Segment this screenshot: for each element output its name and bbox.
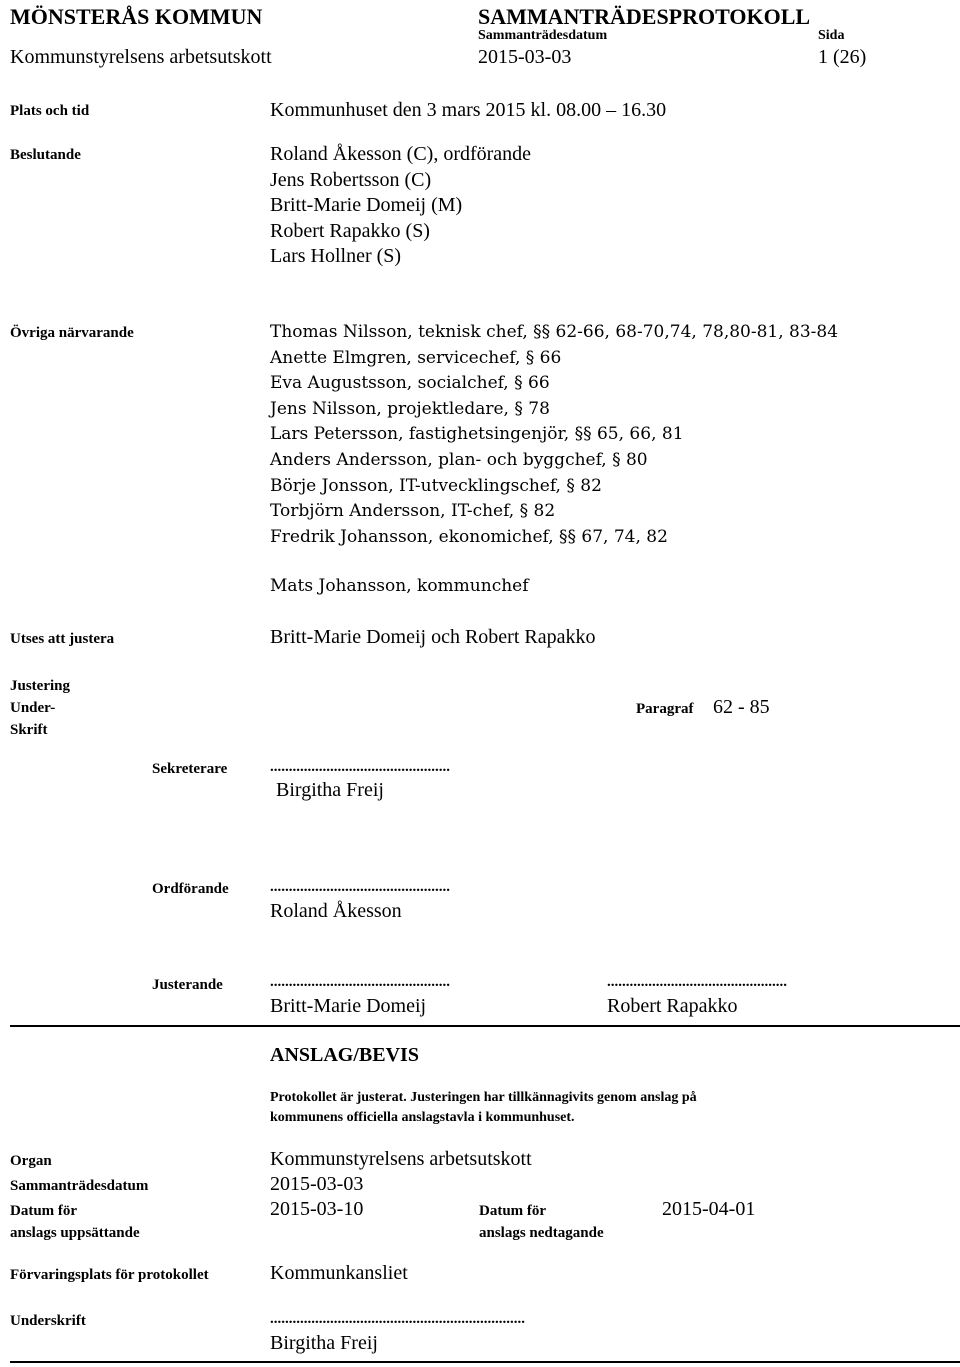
notice-meeting-date-label: Sammanträdesdatum	[10, 1178, 149, 1194]
deciding-member: Roland Åkesson (C), ordförande	[270, 143, 532, 165]
notice-title: ANSLAG/BEVIS	[270, 1044, 419, 1066]
chair-label: Ordförande	[152, 881, 229, 897]
deciding-label: Beslutande	[10, 147, 81, 163]
signature-name: Birgitha Freij	[270, 1332, 378, 1354]
page-number: 1 (26)	[818, 46, 867, 68]
signature-section-label: Skrift	[10, 722, 48, 738]
deciding-member: Britt-Marie Domeij (M)	[270, 194, 463, 217]
deciding-member: Jens Robertsson (C)	[270, 168, 432, 191]
adjusters-value: Britt-Marie Domeij och Robert Rapakko	[270, 626, 596, 648]
signature-label: Underskrift	[10, 1313, 86, 1329]
storage-label: Förvaringsplats för protokollet	[10, 1267, 209, 1283]
meeting-date-label: Sammanträdesdatum	[478, 28, 608, 43]
storage-value: Kommunkansliet	[270, 1262, 408, 1284]
attendee: Lars Petersson, fastighetsingenjör, §§ 65, 66, 81	[270, 424, 684, 445]
attendee: Anders Andersson, plan- och byggchef, § 80	[270, 449, 648, 470]
attendee: Anette Elmgren, servicechef, § 66	[270, 347, 562, 368]
removed-date-label: anslags nedtagande	[479, 1225, 604, 1241]
deciding-list	[270, 142, 531, 270]
adjuster-label: Justerande	[152, 977, 223, 993]
attendee: Fredrik Johansson, ekonomichef, §§ 67, 74, 82	[270, 526, 668, 547]
organ-label: Organ	[10, 1153, 52, 1169]
attendee: Torbjörn Andersson, IT-chef, § 82	[270, 501, 556, 522]
municipal-director: Mats Johansson, kommunchef	[270, 576, 529, 596]
bottom-border	[10, 1361, 960, 1363]
signature-section-label: Under-	[10, 700, 56, 716]
paragraph-range: 62 - 85	[713, 696, 770, 718]
signature-line: ....................................................................	[270, 1311, 525, 1327]
committee-name: Kommunstyrelsens arbetsutskott	[10, 46, 272, 68]
meeting-date: 2015-03-03	[478, 46, 572, 68]
chair-signature-line: ................................................	[270, 879, 450, 895]
page-label: Sida	[818, 28, 845, 43]
removed-date-label: Datum för	[479, 1203, 547, 1219]
signature-section-label: Justering	[10, 678, 70, 694]
chair-name: Roland Åkesson	[270, 900, 402, 922]
attendee: Eva Augustsson, socialchef, § 66	[270, 373, 550, 394]
adjuster2-name: Robert Rapakko	[607, 995, 738, 1017]
adjuster1-signature-line: ................................................	[270, 974, 450, 990]
secretary-signature-line: ................................................	[270, 759, 450, 775]
place-label: Plats och tid	[10, 103, 90, 119]
attendee: Thomas Nilsson, teknisk chef, §§ 62-66, 68-70,74, 78,80-81, 83-84	[270, 322, 839, 342]
posted-date: 2015-03-10	[270, 1198, 364, 1220]
document-type: SAMMANTRÄDESPROTOKOLL	[478, 4, 811, 29]
paragraph-label: Paragraf	[636, 701, 694, 717]
notice-text: Protokollet är justerat. Justeringen har tillkännagivits genom anslag på	[270, 1090, 697, 1105]
others-present-list	[270, 320, 838, 550]
adjuster2-signature-line: ................................................	[607, 974, 787, 990]
secretary-label: Sekreterare	[152, 761, 228, 777]
others-present-label: Övriga närvarande	[10, 325, 134, 341]
removed-date: 2015-04-01	[662, 1198, 756, 1220]
notice-text: kommunens officiella anslagstavla i kommunhuset.	[270, 1110, 575, 1125]
notice-meeting-date: 2015-03-03	[270, 1173, 364, 1195]
attendee: Jens Nilsson, projektledare, § 78	[270, 398, 550, 419]
deciding-member: Robert Rapakko (S)	[270, 219, 430, 242]
attendee: Börje Jonsson, IT-utvecklingschef, § 82	[270, 475, 602, 496]
adjuster1-name: Britt-Marie Domeij	[270, 995, 427, 1017]
adjusters-label: Utses att justera	[10, 631, 115, 647]
place-value: Kommunhuset den 3 mars 2015 kl. 08.00 – 16.30	[270, 99, 667, 121]
municipality-name: MÖNSTERÅS KOMMUN	[10, 4, 263, 29]
section-divider	[10, 1025, 960, 1027]
deciding-member: Lars Hollner (S)	[270, 245, 402, 268]
posted-date-label: Datum för	[10, 1203, 78, 1219]
organ-value: Kommunstyrelsens arbetsutskott	[270, 1148, 532, 1170]
posted-date-label: anslags uppsättande	[10, 1225, 140, 1241]
secretary-name: Birgitha Freij	[276, 779, 384, 801]
